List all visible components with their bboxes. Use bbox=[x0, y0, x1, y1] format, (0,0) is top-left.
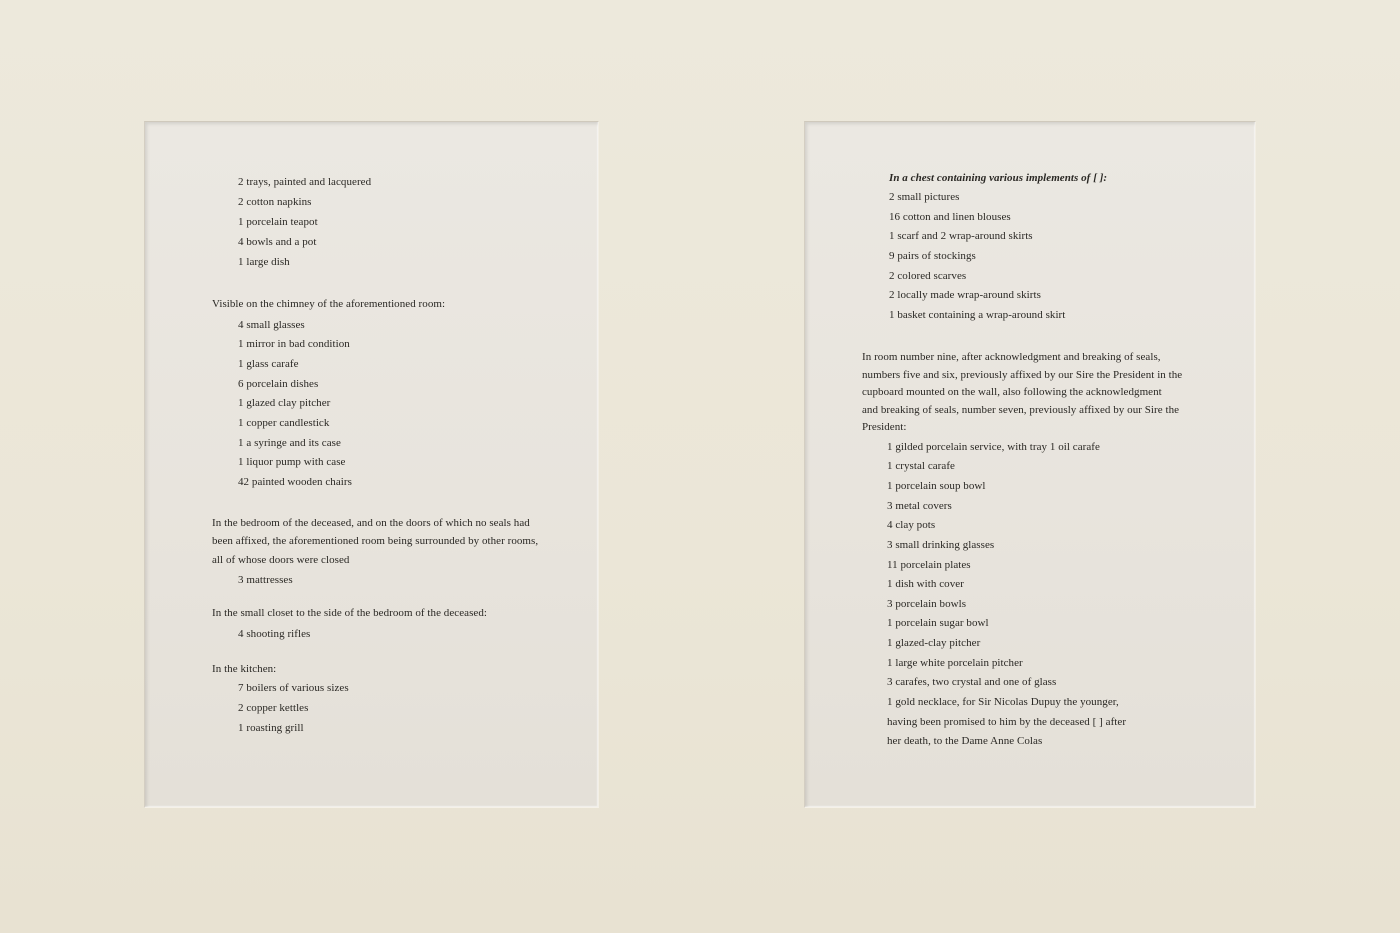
list-item: 3 carafes, two crystal and one of glass bbox=[887, 676, 1057, 688]
list-item: 16 cotton and linen blouses bbox=[889, 211, 1011, 223]
list-item: 1 glass carafe bbox=[238, 358, 299, 370]
list-item: 2 copper kettles bbox=[238, 702, 309, 714]
list-item: 1 glazed-clay pitcher bbox=[887, 637, 981, 649]
list-item: 4 small glasses bbox=[238, 319, 305, 331]
list-item: having been promised to him by the deceased [ ] after bbox=[887, 716, 1127, 728]
section-heading-chimney: Visible on the chimney of the aforementioned room: bbox=[212, 298, 446, 310]
list-item: 4 shooting rifles bbox=[238, 628, 311, 640]
section-heading-chest: In a chest containing various implements of [ ]: bbox=[889, 172, 1108, 184]
list-item: 1 large dish bbox=[238, 256, 290, 268]
paragraph-line: and breaking of seals, number seven, previously affixed by our Sire the bbox=[862, 404, 1180, 416]
list-item: 1 gilded porcelain service, with tray 1 oil carafe bbox=[887, 441, 1100, 453]
list-item: 3 porcelain bowls bbox=[887, 598, 967, 610]
list-item: 1 dish with cover bbox=[887, 578, 964, 590]
list-item: 6 porcelain dishes bbox=[238, 378, 319, 390]
list-item: 4 bowls and a pot bbox=[238, 236, 317, 248]
section-heading-closet: In the small closet to the side of the bedroom of the deceased: bbox=[212, 607, 488, 619]
list-item: 7 boilers of various sizes bbox=[238, 682, 349, 694]
list-item: 42 painted wooden chairs bbox=[238, 476, 352, 488]
list-item: 1 copper candlestick bbox=[238, 417, 330, 429]
list-item: 1 crystal carafe bbox=[887, 460, 955, 472]
paragraph-line: been affixed, the aforementioned room being surrounded by other rooms, bbox=[212, 535, 539, 547]
list-item: 4 clay pots bbox=[887, 519, 936, 531]
left-page bbox=[144, 121, 599, 808]
list-item: 1 roasting grill bbox=[238, 722, 304, 734]
list-item: 1 porcelain soup bowl bbox=[887, 480, 986, 492]
list-item: 1 a syringe and its case bbox=[238, 437, 341, 449]
list-item: 3 mattresses bbox=[238, 574, 293, 586]
list-item: 2 small pictures bbox=[889, 191, 960, 203]
list-item: 11 porcelain plates bbox=[887, 559, 971, 571]
list-item: 2 colored scarves bbox=[889, 270, 967, 282]
list-item: her death, to the Dame Anne Colas bbox=[887, 735, 1043, 747]
list-item: 1 glazed clay pitcher bbox=[238, 397, 331, 409]
paragraph-line: numbers five and six, previously affixed by our Sire the President in the bbox=[862, 369, 1183, 381]
paragraph-line: President: bbox=[862, 421, 907, 433]
list-item: 2 cotton napkins bbox=[238, 196, 312, 208]
paragraph-line: cupboard mounted on the wall, also following the acknowledgment bbox=[862, 386, 1162, 398]
list-item: 2 locally made wrap-around skirts bbox=[889, 289, 1041, 301]
paragraph-line: all of whose doors were closed bbox=[212, 554, 350, 566]
paragraph-line: In the bedroom of the deceased, and on the doors of which no seals had bbox=[212, 517, 530, 529]
list-item: 1 liquor pump with case bbox=[238, 456, 346, 468]
list-item: 1 mirror in bad condition bbox=[238, 338, 350, 350]
section-heading-kitchen: In the kitchen: bbox=[212, 663, 277, 675]
list-item: 2 trays, painted and lacquered bbox=[238, 176, 372, 188]
list-item: 3 small drinking glasses bbox=[887, 539, 995, 551]
list-item: 1 porcelain sugar bowl bbox=[887, 617, 989, 629]
list-item: 1 scarf and 2 wrap-around skirts bbox=[889, 230, 1033, 242]
list-item: 1 large white porcelain pitcher bbox=[887, 657, 1023, 669]
paragraph-line: In room number nine, after acknowledgment and breaking of seals, bbox=[862, 351, 1161, 363]
list-item: 1 gold necklace, for Sir Nicolas Dupuy the younger, bbox=[887, 696, 1119, 708]
list-item: 3 metal covers bbox=[887, 500, 952, 512]
list-item: 1 basket containing a wrap-around skirt bbox=[889, 309, 1066, 321]
list-item: 9 pairs of stockings bbox=[889, 250, 976, 262]
list-item: 1 porcelain teapot bbox=[238, 216, 318, 228]
